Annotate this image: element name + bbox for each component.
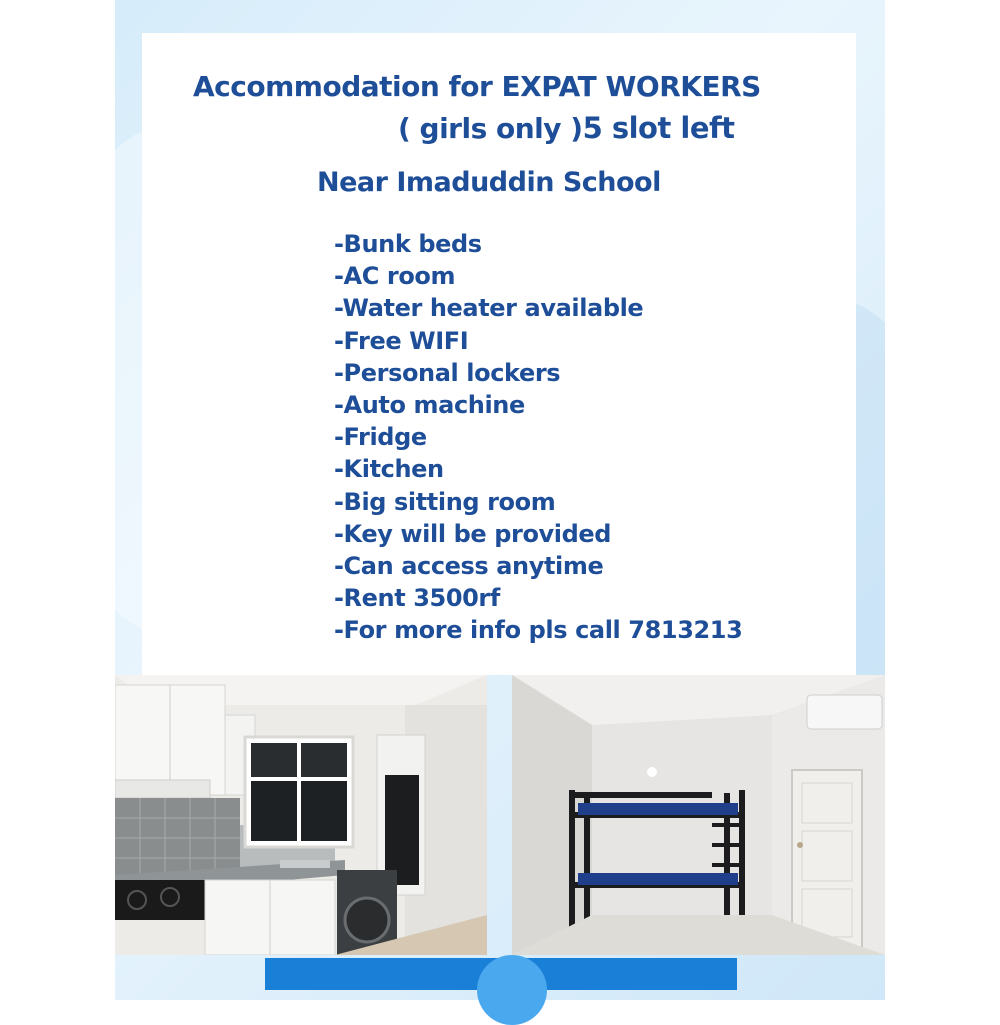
headline-subtitle bbox=[0, 111, 1000, 145]
girls-only-label: ( girls only ) bbox=[398, 112, 583, 145]
feature-item: -Auto machine bbox=[334, 390, 525, 419]
accent-circle bbox=[477, 955, 547, 1025]
headline-title: Accommodation for EXPAT WORKERS bbox=[193, 70, 761, 103]
feature-item: -Big sitting room bbox=[334, 487, 556, 516]
feature-item: -Can access anytime bbox=[334, 551, 604, 580]
features-list bbox=[334, 228, 742, 646]
feature-item: -Fridge bbox=[334, 423, 427, 452]
feature-item: -For more info pls call 7813213 bbox=[334, 616, 743, 645]
feature-item: -Water heater available bbox=[334, 294, 644, 323]
slots-left-label: 5 slot left bbox=[582, 111, 735, 145]
feature-item: -Rent 3500rf bbox=[334, 584, 500, 613]
feature-item: -AC room bbox=[334, 262, 456, 291]
feature-item: -Key will be provided bbox=[334, 519, 612, 548]
feature-item: -Kitchen bbox=[334, 455, 444, 484]
feature-item: -Personal lockers bbox=[334, 358, 561, 387]
bedroom-photo bbox=[512, 675, 885, 955]
kitchen-photo bbox=[115, 675, 487, 955]
feature-item: -Bunk beds bbox=[334, 230, 482, 258]
location-label: Near Imaduddin School bbox=[317, 167, 661, 198]
feature-item: -Free WIFI bbox=[334, 326, 469, 355]
